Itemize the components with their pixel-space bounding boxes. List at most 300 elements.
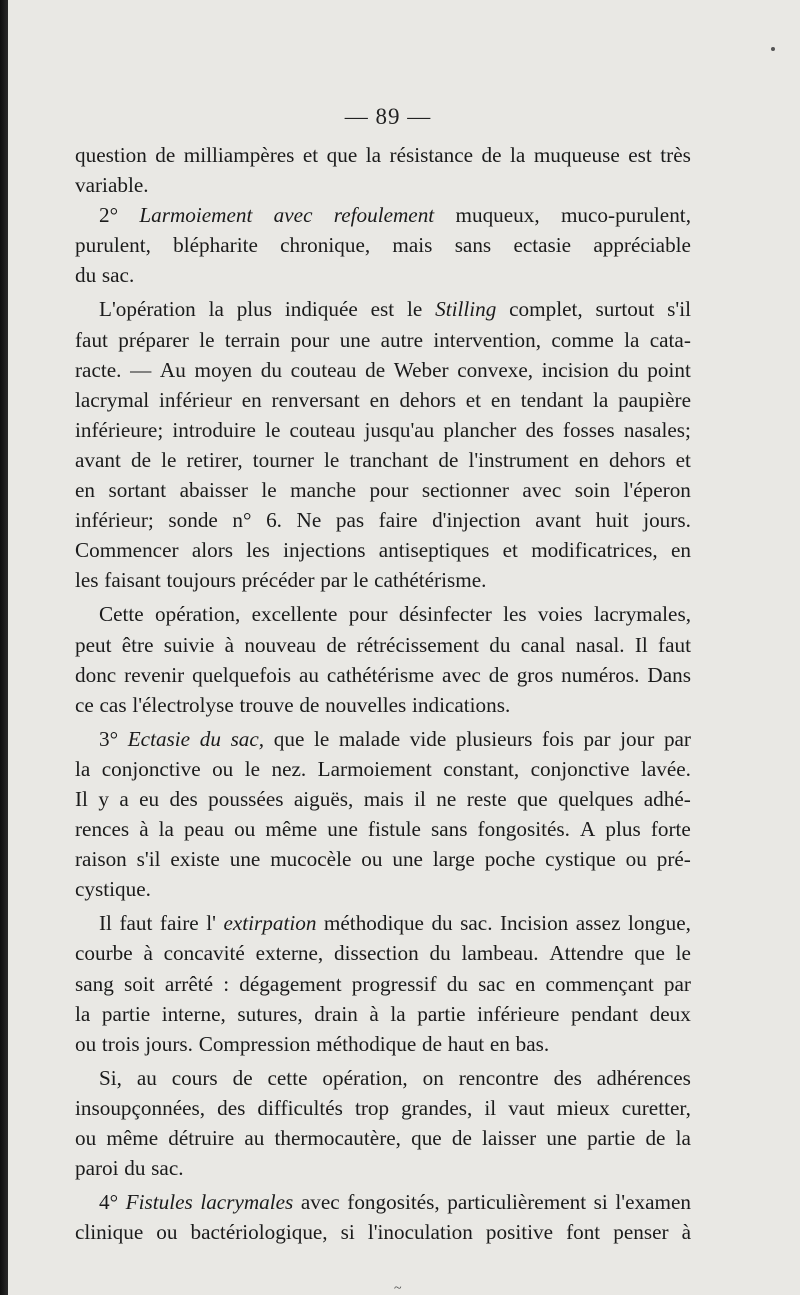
word: très <box>660 143 691 167</box>
word: n° <box>232 508 252 533</box>
word: ou <box>625 847 647 872</box>
word: jour <box>620 726 655 751</box>
word: positive <box>485 1220 554 1245</box>
text-line <box>75 230 691 260</box>
word: ou <box>234 817 256 842</box>
italic-word: refoulement <box>333 203 435 228</box>
word: quelques <box>558 786 634 811</box>
word: nouveau <box>244 632 317 657</box>
word: cata- <box>649 327 691 352</box>
word: abaisser <box>179 478 248 503</box>
word: incision <box>541 357 609 382</box>
word: trois <box>101 1031 140 1056</box>
word: en <box>490 387 511 412</box>
word: Weber <box>393 357 449 382</box>
word: Larmoiement <box>317 756 432 781</box>
word: être <box>121 632 154 657</box>
text-line <box>75 660 691 690</box>
word: à <box>139 817 149 842</box>
word: jusqu'au <box>364 417 435 442</box>
italic-word: Stilling <box>435 297 497 322</box>
word: de <box>365 357 386 382</box>
word: 2° <box>99 203 119 228</box>
word: ou <box>361 847 383 872</box>
word: en <box>578 447 599 472</box>
word: il <box>484 1095 497 1120</box>
word: le <box>261 478 277 503</box>
word: purulent, <box>75 233 151 258</box>
word: tourner <box>252 447 314 472</box>
word: à <box>681 1220 691 1245</box>
word: même <box>265 817 318 842</box>
word: des <box>553 1065 582 1090</box>
word: même <box>106 1126 159 1150</box>
word: pré- <box>656 847 691 872</box>
word: est <box>628 143 652 167</box>
word: que <box>326 143 358 167</box>
text-line <box>75 1217 691 1247</box>
word: 4° <box>99 1190 119 1215</box>
word: sac. <box>101 263 135 288</box>
word: insoupçonnées, <box>75 1095 206 1120</box>
word: toujours <box>166 568 236 593</box>
word: dehors <box>608 447 666 472</box>
word: rétrécissement <box>356 632 480 657</box>
word: cathétérisme. <box>374 568 487 593</box>
word: racte. <box>75 357 122 382</box>
text-line <box>75 260 691 290</box>
word: le <box>353 568 369 593</box>
word: surtout <box>595 297 655 322</box>
word: ou <box>75 1126 97 1150</box>
text-line <box>75 1029 691 1059</box>
word: cystique. <box>75 877 151 902</box>
word: à <box>224 632 235 657</box>
word: assez <box>575 911 621 936</box>
word: préparer <box>118 327 189 352</box>
word: la <box>510 143 526 167</box>
word: sutures, <box>237 1001 303 1026</box>
word: — <box>130 357 152 382</box>
word: la <box>624 327 640 352</box>
word: par <box>583 726 611 751</box>
word: avec <box>441 662 481 687</box>
word: quelquefois <box>192 662 291 687</box>
word: donc <box>75 662 117 687</box>
text-line <box>75 1153 691 1183</box>
word: constant, <box>443 756 520 781</box>
word: mais <box>363 786 404 811</box>
word: à <box>369 1001 379 1026</box>
word: malade <box>338 726 401 751</box>
word: sac <box>478 971 506 996</box>
word: fistule <box>367 817 421 842</box>
word: indications. <box>412 692 511 717</box>
word: l'éperon <box>623 478 691 503</box>
word: intervention, <box>433 327 542 352</box>
word: le <box>161 447 177 472</box>
word: sans <box>454 233 492 258</box>
word: une <box>392 847 423 872</box>
word: nouvelles <box>325 692 407 717</box>
word: aiguës, <box>293 786 354 811</box>
word: une <box>339 327 371 352</box>
word: de <box>645 1126 666 1150</box>
word: de <box>438 447 459 472</box>
word: la <box>75 756 91 781</box>
word: question <box>75 143 147 167</box>
word: reste <box>466 786 507 811</box>
word: précéder <box>241 568 315 593</box>
word: on <box>422 1065 444 1090</box>
italic-word: Larmoiement <box>139 203 253 228</box>
word: lavée. <box>640 756 691 781</box>
word: arrêté <box>164 971 214 996</box>
text-line <box>75 908 691 938</box>
word: courbe <box>75 941 133 966</box>
word: 6. <box>266 508 282 533</box>
word: pour <box>369 478 409 503</box>
word: en <box>670 538 691 563</box>
word: A <box>580 817 596 842</box>
word: raison <box>75 847 127 872</box>
word: muqueux, <box>455 203 540 228</box>
word: plus <box>605 817 641 842</box>
word: avec <box>300 1190 340 1215</box>
text-line <box>75 999 691 1029</box>
word: partie <box>417 1001 466 1026</box>
word: muqueuse <box>533 143 620 167</box>
word: Compression <box>198 1031 311 1056</box>
word: du <box>260 357 282 382</box>
word: fosses <box>562 417 615 442</box>
word: curetter, <box>621 1095 691 1120</box>
word: ce <box>75 692 94 717</box>
word: le <box>265 417 281 442</box>
page-number: — 89 — <box>344 104 432 129</box>
italic-word: avec <box>273 203 313 228</box>
word: de <box>451 1126 472 1150</box>
word: faire <box>378 508 418 533</box>
word: interne, <box>161 1001 226 1026</box>
italic-word: Ectasie <box>127 726 191 751</box>
word: les <box>75 568 99 593</box>
word: cystique <box>545 847 616 872</box>
word: peut <box>75 632 112 657</box>
italic-word: lacrymales <box>200 1190 294 1215</box>
word: indiquée <box>284 297 358 322</box>
word: et <box>675 447 691 472</box>
word: il <box>414 786 426 811</box>
word: rences <box>75 817 130 842</box>
word: s'il <box>667 297 691 322</box>
word: moyen <box>194 357 253 382</box>
word: introduire <box>172 417 256 442</box>
word: Il <box>634 632 648 657</box>
word: jours. <box>643 508 691 533</box>
word: par <box>320 568 348 593</box>
word: excellente <box>251 602 338 627</box>
word: drain <box>314 1001 358 1026</box>
word: d'injection <box>432 508 521 533</box>
word: l'inoculation <box>367 1220 473 1245</box>
word: mais <box>392 233 433 258</box>
word: ou <box>212 756 234 781</box>
word: jours. <box>145 1031 193 1056</box>
word: progressif <box>351 971 437 996</box>
text-line <box>75 630 691 660</box>
word: du <box>429 941 451 966</box>
word: opération, <box>322 1065 408 1090</box>
word: eu <box>139 786 160 811</box>
text-line <box>75 325 691 355</box>
word: du <box>75 263 97 288</box>
word: du <box>124 1156 146 1181</box>
word: faut <box>119 911 153 936</box>
word: Incision <box>500 911 569 936</box>
word: point <box>647 357 691 382</box>
word: du <box>446 971 468 996</box>
word: injections <box>283 538 366 563</box>
word: de <box>326 632 347 657</box>
word: Il <box>99 911 112 936</box>
word: longue, <box>627 911 691 936</box>
word: le <box>199 327 215 352</box>
body-text <box>75 140 691 1247</box>
italic-word: Fistules <box>125 1190 193 1215</box>
word: fois <box>542 726 574 751</box>
text-line <box>75 565 691 595</box>
word: penser <box>613 1220 669 1245</box>
word: difficultés <box>257 1095 343 1120</box>
scan-edge <box>0 0 8 1295</box>
word: variable. <box>75 173 149 198</box>
word: de <box>155 143 176 167</box>
word: en <box>75 478 95 503</box>
word: appréciable <box>593 233 691 258</box>
text-line <box>75 200 691 230</box>
word: de <box>421 1031 442 1056</box>
word: L'opération <box>99 297 196 322</box>
word: faut <box>658 632 691 657</box>
word: opération, <box>155 602 241 627</box>
word: comme <box>551 327 614 352</box>
word: Cette <box>99 602 144 627</box>
word: de <box>299 692 320 717</box>
word: ou <box>75 1031 97 1056</box>
word: particulièrement <box>447 1190 587 1215</box>
word: paroi <box>75 1156 119 1181</box>
word: haut <box>447 1031 485 1056</box>
text-line <box>75 969 691 999</box>
word: par <box>663 971 691 996</box>
word: inférieur <box>158 387 232 412</box>
word: méthodique <box>323 911 424 936</box>
word: cours <box>171 1065 218 1090</box>
word: vaut <box>508 1095 545 1120</box>
word: ne <box>436 786 457 811</box>
word: fongosités. <box>477 817 570 842</box>
word: thermocautère, <box>274 1126 401 1150</box>
word: milliampères <box>183 143 295 167</box>
word: dégagement <box>239 971 342 996</box>
word: commençant <box>545 971 654 996</box>
word: bas. <box>515 1031 550 1056</box>
word: y <box>98 786 109 811</box>
word: modificatrices, <box>531 538 658 563</box>
word: la <box>390 1001 406 1026</box>
word: poche <box>484 847 536 872</box>
text-line <box>75 140 691 170</box>
speck <box>771 47 775 51</box>
word: alors <box>191 538 234 563</box>
word: terrain <box>224 327 281 352</box>
word: dissection <box>334 941 419 966</box>
word: lacrymal <box>75 387 150 412</box>
word: laisser <box>482 1126 537 1150</box>
text-line <box>75 535 691 565</box>
text-line <box>75 1187 691 1217</box>
word: le <box>324 447 340 472</box>
word: avant <box>75 447 121 472</box>
word: sectionner <box>421 478 509 503</box>
word: Dans <box>647 662 691 687</box>
word: Si, <box>99 1065 122 1090</box>
word: renversant <box>271 387 360 412</box>
word: canal <box>520 632 566 657</box>
word: blépharite <box>173 233 258 258</box>
word: du <box>617 357 639 382</box>
word: au <box>298 662 319 687</box>
word: que <box>273 726 305 751</box>
text-line <box>75 415 691 445</box>
word: par <box>663 726 691 751</box>
word: poussées <box>208 786 284 811</box>
word: si <box>340 1220 355 1245</box>
text-line <box>75 1063 691 1093</box>
text-line <box>75 170 691 200</box>
text-line <box>75 784 691 814</box>
word: s'il <box>136 847 161 872</box>
word: antiseptiques <box>378 538 490 563</box>
word: mucocèle <box>270 847 352 872</box>
word: une <box>327 817 358 842</box>
word: la <box>592 387 609 412</box>
word: cas <box>99 692 127 717</box>
word: inférieur; <box>75 508 154 533</box>
word: le <box>675 941 691 966</box>
word: et <box>502 538 518 563</box>
word: le <box>244 756 261 781</box>
book-page <box>8 0 800 1295</box>
word: au <box>136 1065 157 1090</box>
word: l' <box>206 911 216 936</box>
word: : <box>223 971 230 996</box>
word: la <box>365 143 382 167</box>
word: nez. <box>271 756 307 781</box>
word: des <box>525 417 554 442</box>
word: la <box>675 1126 691 1150</box>
word: numéros. <box>561 662 640 687</box>
word: clinique <box>75 1220 144 1245</box>
word: revenir <box>124 662 185 687</box>
word: couteau <box>290 357 357 382</box>
word: les <box>246 538 270 563</box>
word: Attendre <box>549 941 624 966</box>
word: la <box>158 817 174 842</box>
word: de <box>481 143 502 167</box>
word: soit <box>124 971 155 996</box>
word: mieux <box>556 1095 610 1120</box>
word: existe <box>170 847 220 872</box>
word: partie <box>101 1001 151 1026</box>
word: paupière <box>618 387 691 412</box>
word: cette <box>267 1065 308 1090</box>
word: cathétérisme <box>326 662 434 687</box>
word: nasal. <box>575 632 625 657</box>
word: pour <box>348 602 388 627</box>
word: adhérences <box>596 1065 691 1090</box>
word: la <box>208 297 224 322</box>
word: nasales; <box>623 417 691 442</box>
word: soin <box>574 478 611 503</box>
word: faire <box>159 911 199 936</box>
word: la <box>75 1001 91 1026</box>
italic-word: sac, <box>230 726 265 751</box>
word: que <box>634 941 665 966</box>
word: du <box>431 911 453 936</box>
word: méthodique <box>316 1031 417 1056</box>
word: trop <box>354 1095 390 1120</box>
word: font <box>566 1220 601 1245</box>
word: en <box>515 971 536 996</box>
word: gros <box>516 662 554 687</box>
word: conjonctive <box>530 756 630 781</box>
word: l'instrument <box>468 447 569 472</box>
word: bactériologique, <box>190 1220 328 1245</box>
word: deux <box>649 1001 691 1026</box>
word: pas <box>335 508 365 533</box>
word: rencontre <box>458 1065 539 1090</box>
word: ou <box>156 1220 178 1245</box>
text-line <box>75 294 691 324</box>
word: le <box>313 726 330 751</box>
italic-word: du <box>199 726 221 751</box>
word: Commencer <box>75 538 179 563</box>
text-line <box>75 505 691 535</box>
word: en <box>241 387 262 412</box>
word: de <box>488 662 509 687</box>
word: ectasie <box>513 233 572 258</box>
footer-mark: ~ <box>394 1281 402 1295</box>
word: si <box>593 1190 608 1215</box>
word: de <box>130 447 151 472</box>
word: conjonctive <box>101 756 201 781</box>
word: huit <box>595 508 629 533</box>
text-line <box>75 814 691 844</box>
word: et <box>465 387 482 412</box>
word: voies <box>537 602 583 627</box>
word: Il <box>75 786 88 811</box>
word: l'examen <box>615 1190 691 1215</box>
word: que <box>411 1126 442 1150</box>
word: sac. <box>460 911 493 936</box>
word: le <box>406 297 423 322</box>
word: autre <box>380 327 423 352</box>
word: couteau <box>289 417 356 442</box>
word: pour <box>290 327 330 352</box>
word: Au <box>159 357 186 382</box>
